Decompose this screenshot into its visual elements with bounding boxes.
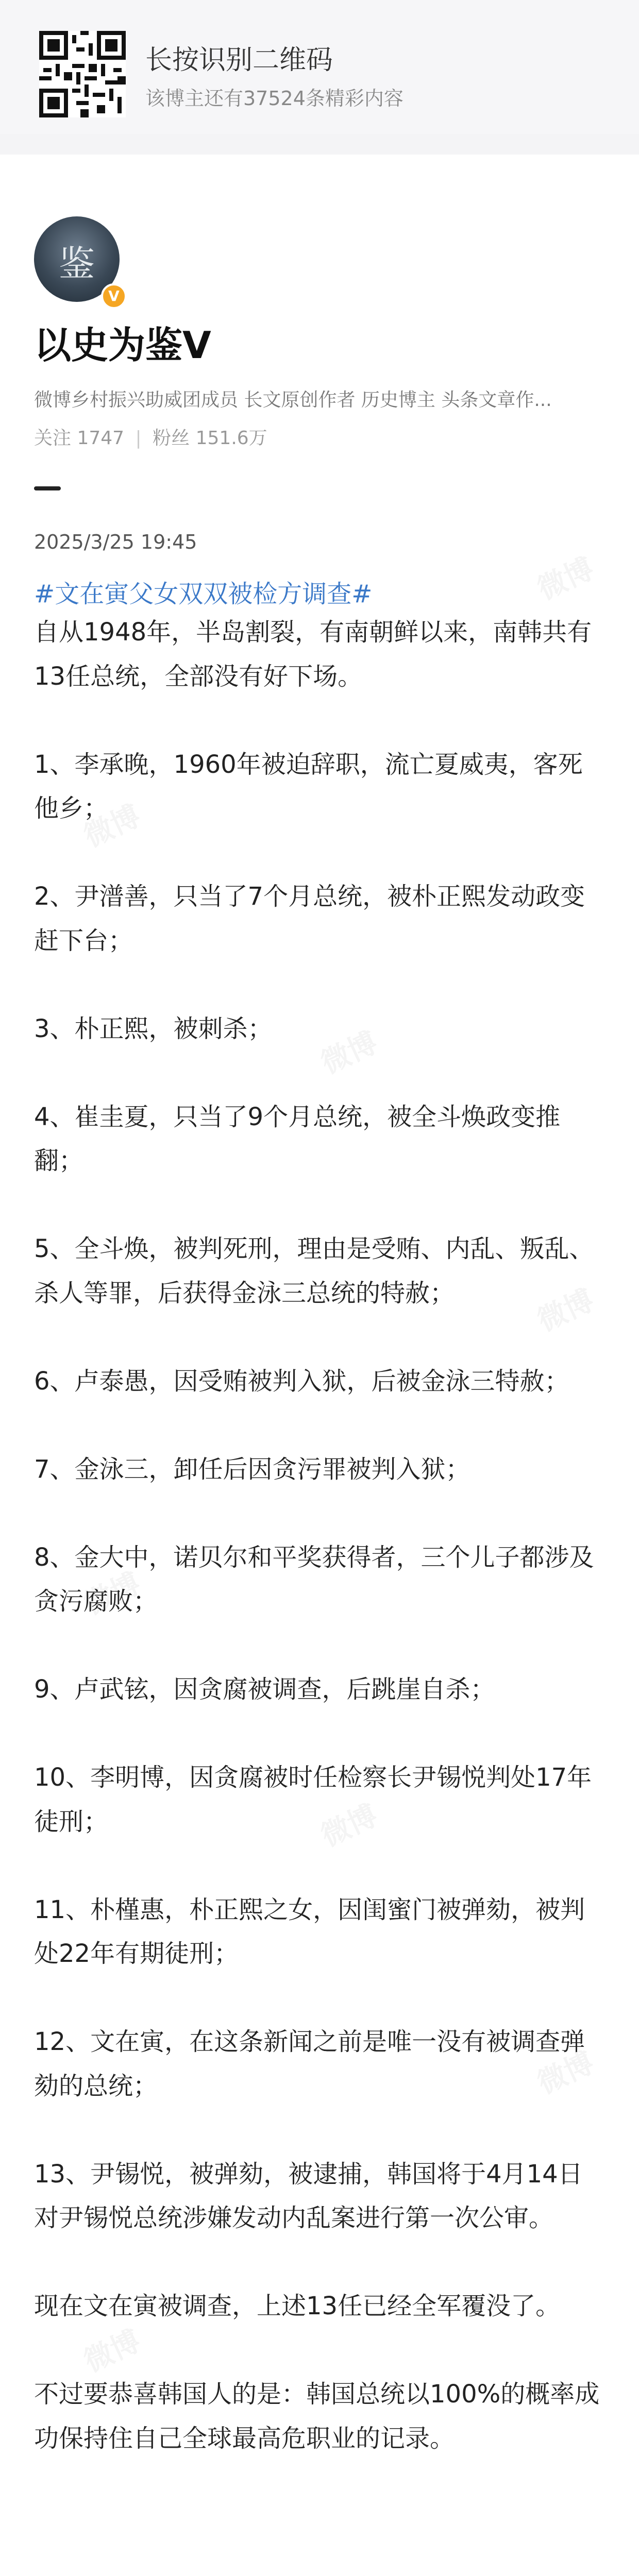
paragraph: 不过要恭喜韩国人的是：韩国总统以100%的概率成功保持住自己全球最高危职业的记录。 bbox=[34, 2380, 600, 2453]
paragraph: 自从1948年，半岛割裂，有南朝鲜以来，南韩共有13任总统，全部没有好下场。 bbox=[34, 618, 592, 691]
paragraph: 13、尹锡悦，被弹劾，被逮捕，韩国将于4月14日对尹锡悦总统涉嫌发动内乱案进行第一次公审。 bbox=[34, 2159, 583, 2232]
paragraph: 6、卢泰愚，因受贿被判入狱，后被金泳三特赦； bbox=[34, 1366, 569, 1396]
paragraph: 5、全斗焕，被判死刑，理由是受贿、内乱、叛乱、杀人等罪，后获得金泳三总统的特赦； bbox=[34, 1234, 594, 1308]
section-divider bbox=[34, 486, 61, 490]
paragraph: 8、金大中，诺贝尔和平奖获得者，三个儿子都涉及贪污腐败； bbox=[34, 1543, 594, 1616]
user-bio: 微博乡村振兴助威团成员 长文原创作者 历史博主 头条文章作... bbox=[34, 389, 552, 411]
paragraph: 7、金泳三，卸任后因贪污罪被判入狱； bbox=[34, 1454, 470, 1484]
top-qr-banner bbox=[0, 0, 639, 134]
user-stats bbox=[34, 423, 267, 450]
paragraph: 1、李承晚，1960年被迫辞职，流亡夏威夷，客死他乡； bbox=[34, 750, 583, 823]
stats-separator: | bbox=[135, 428, 142, 449]
follow-count: 1747 bbox=[77, 428, 125, 449]
banner-title: 长按识别二维码 bbox=[145, 45, 333, 76]
verified-badge-icon: V bbox=[101, 283, 127, 309]
paragraph: 现在文在寅被调查，上述13任已经全军覆没了。 bbox=[34, 2292, 561, 2320]
paragraph: 3、朴正熙，被刺杀； bbox=[34, 1014, 273, 1043]
paragraph: 12、文在寅，在这条新闻之前是唯一没有被调查弹劾的总统； bbox=[34, 2027, 585, 2100]
paragraph: 4、崔圭夏，只当了9个月总统，被全斗焕政变推翻； bbox=[34, 1102, 561, 1175]
paragraph: 10、李明博，因贪腐被时任检察长尹锡悦判处17年徒刑； bbox=[34, 1763, 592, 1836]
banner-subtitle: 该博主还有37524条精彩内容 bbox=[145, 87, 403, 110]
topic-hashtag[interactable]: #文在寅父女双双被检方调查# bbox=[34, 580, 373, 608]
paragraph: 2、尹潽善，只当了7个月总统，被朴正熙发动政变赶下台； bbox=[34, 882, 585, 955]
qr-code-small[interactable] bbox=[39, 31, 126, 117]
avatar-glyph: 鉴 bbox=[59, 243, 95, 285]
fans-count: 151.6万 bbox=[195, 428, 267, 449]
fans-label: 粉丝 bbox=[153, 428, 190, 449]
paragraph: 9、卢武铉，因贪腐被调查，后跳崖自杀； bbox=[34, 1675, 495, 1704]
follow-label: 关注 bbox=[34, 428, 72, 449]
username[interactable]: 以史为鉴V bbox=[34, 324, 211, 367]
post-date: 2025/3/25 19:45 bbox=[34, 531, 197, 553]
post-content bbox=[34, 611, 606, 2461]
paragraph: 11、朴槿惠，朴正熙之女，因闺蜜门被弹劾，被判处22年有期徒刑； bbox=[34, 1895, 585, 1968]
